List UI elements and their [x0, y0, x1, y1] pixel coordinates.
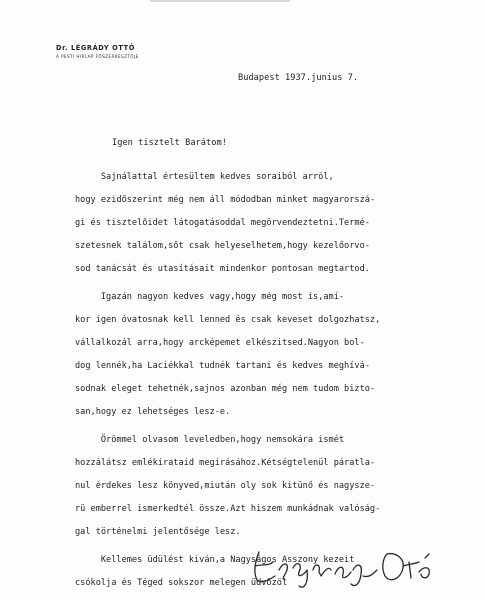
salutation: Igen tisztelt Barátom! — [112, 138, 227, 148]
body-line: gal történelmi jelentősége lesz. — [75, 526, 241, 537]
letterhead-title: A PESTI HIRLAP FŐSZERKESZTŐJE — [56, 54, 139, 59]
letterhead-name: Dr. LÉGRÁDY OTTÓ — [56, 44, 135, 52]
signature-drawing — [245, 540, 440, 590]
body-line: Kellemes üdülést kiván,a Nagyságos Asszony kezeit — [75, 555, 355, 566]
handwritten-signature — [245, 540, 440, 590]
body-line: kor igen óvatosnak kell lenned és csak keveset dolgozhatsz, — [75, 314, 381, 325]
body-line: dog lennék,ha Laciékkal tudnék tartani és kedves meghívá- — [75, 360, 370, 371]
body-line: szetesnek találom,sőt csak helyeselhetem,hogy kezelőorvo- — [75, 240, 370, 251]
letterhead — [56, 44, 139, 59]
body-line: nul érdekes lesz könyved,miután oly sok kitünő és nagysze- — [75, 480, 376, 491]
letter-body — [75, 171, 380, 600]
body-line: gi és tisztelőidet látogatásoddal megörvendeztetni.Termé- — [75, 217, 370, 228]
body-line: san,hogy ez lehetséges lesz-e. — [75, 406, 231, 417]
body-line: sodnak eleget tehetnék,sajnos azonban még nem tudom bizto- — [75, 383, 376, 394]
body-line: hogy ezidőszerint még nem áll módodban minket magyarorszá- — [75, 194, 376, 205]
body-line: Igazán nagyon kedves vagy,hogy még most is,amí- — [75, 292, 345, 303]
body-line: vállalkozál arra,hogy arcképemet elkészitsed.Nagyon bol- — [75, 337, 365, 348]
body-line: hozzálátsz emlékirataid megirásához.Kétségtelenül páratla- — [75, 457, 376, 468]
body-line: Örömmel olvasom leveledben,hogy nemsokára ismét — [75, 435, 345, 446]
body-line: Sajnálattal értesültem kedves soraiból arról, — [75, 172, 334, 182]
body-line: csókolja és Téged sokszor melegen üdvözöl — [75, 577, 288, 588]
body-line: rü emberrel ismerkedtél össze.Azt hiszem munkádnak valóság- — [75, 503, 381, 514]
date-line: Budapest 1937.junius 7. — [238, 73, 359, 83]
paper-smudge — [150, 0, 290, 2]
body-line: sod tanácsát és utasításait mindenkor pontosan megtartod. — [75, 263, 370, 274]
